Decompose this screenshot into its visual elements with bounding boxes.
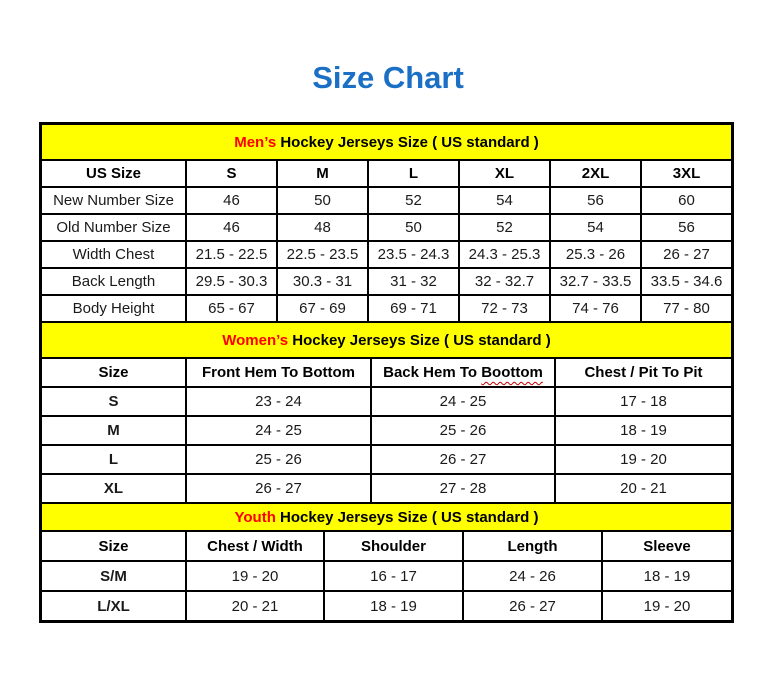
- mens-data-cell: 31 - 32: [368, 268, 459, 295]
- womens-col-header: Front Hem To Bottom: [186, 358, 371, 387]
- womens-section-header-row: [41, 322, 732, 358]
- mens-data-cell: 32 - 32.7: [459, 268, 550, 295]
- mens-col-header: S: [186, 160, 277, 187]
- youth-title-highlight: Youth: [234, 508, 276, 526]
- spellcheck-squiggle-word: Boottom: [481, 364, 543, 381]
- womens-data-cell: 26 - 27: [371, 445, 555, 474]
- womens-data-cell: 26 - 27: [186, 474, 371, 503]
- womens-data-cell: 18 - 19: [555, 416, 732, 445]
- mens-data-cell: 52: [368, 187, 459, 214]
- youth-data-cell: 18 - 19: [324, 591, 463, 621]
- youth-col-header: Chest / Width: [186, 531, 324, 561]
- mens-data-cell: 56: [550, 187, 641, 214]
- mens-data-cell: 24.3 - 25.3: [459, 241, 550, 268]
- mens-data-cell: 69 - 71: [368, 295, 459, 322]
- womens-data-cell: 24 - 25: [371, 387, 555, 416]
- mens-section-header: [41, 124, 732, 160]
- mens-data-cell: 56: [641, 214, 732, 241]
- womens-size-table: [40, 321, 733, 504]
- youth-col-header: Shoulder: [324, 531, 463, 561]
- womens-row-label: S: [41, 387, 186, 416]
- page-title: Size Chart: [312, 60, 464, 95]
- mens-data-cell: 26 - 27: [641, 241, 732, 268]
- mens-data-cell: 52: [459, 214, 550, 241]
- mens-size-table: [40, 123, 733, 323]
- womens-data-cell: 23 - 24: [186, 387, 371, 416]
- mens-data-cell: 77 - 80: [641, 295, 732, 322]
- mens-data-cell: 46: [186, 214, 277, 241]
- womens-col-header: Chest / Pit To Pit: [555, 358, 732, 387]
- misspelled-col-prefix: Back Hem To: [383, 364, 482, 381]
- womens-title-highlight: Women’s: [222, 331, 289, 349]
- mens-col-header: 2XL: [550, 160, 641, 187]
- mens-row-label: Back Length: [41, 268, 186, 295]
- mens-data-cell: 46: [186, 187, 277, 214]
- mens-section-header-row: [41, 124, 732, 160]
- table-row: [41, 214, 732, 241]
- youth-data-cell: 19 - 20: [602, 591, 732, 621]
- mens-row-label: Body Height: [41, 295, 186, 322]
- womens-data-cell: 27 - 28: [371, 474, 555, 503]
- table-row: [41, 295, 732, 322]
- mens-col-header: US Size: [41, 160, 186, 187]
- table-row: [41, 561, 732, 591]
- mens-col-header: 3XL: [641, 160, 732, 187]
- mens-data-cell: 54: [550, 214, 641, 241]
- mens-data-cell: 54: [459, 187, 550, 214]
- mens-data-cell: 23.5 - 24.3: [368, 241, 459, 268]
- youth-data-cell: 26 - 27: [463, 591, 602, 621]
- mens-data-cell: 33.5 - 34.6: [641, 268, 732, 295]
- youth-data-cell: 19 - 20: [186, 561, 324, 591]
- womens-data-cell: 25 - 26: [186, 445, 371, 474]
- mens-row-label: Old Number Size: [41, 214, 186, 241]
- youth-column-header-row: [41, 531, 732, 561]
- size-chart-tables: [39, 122, 734, 623]
- womens-column-header-row: [41, 358, 732, 387]
- youth-section-header: [41, 503, 732, 531]
- mens-data-cell: 32.7 - 33.5: [550, 268, 641, 295]
- mens-column-header-row: [41, 160, 732, 187]
- table-row: [41, 416, 732, 445]
- youth-data-cell: 24 - 26: [463, 561, 602, 591]
- youth-col-header: Size: [41, 531, 186, 561]
- mens-data-cell: 21.5 - 22.5: [186, 241, 277, 268]
- mens-data-cell: 22.5 - 23.5: [277, 241, 368, 268]
- mens-col-header: L: [368, 160, 459, 187]
- womens-col-header-misspelled: [371, 358, 555, 387]
- table-row: [41, 474, 732, 503]
- mens-data-cell: 48: [277, 214, 368, 241]
- mens-title-rest: Hockey Jerseys Size ( US standard ): [276, 133, 539, 151]
- mens-row-label: New Number Size: [41, 187, 186, 214]
- mens-data-cell: 65 - 67: [186, 295, 277, 322]
- mens-data-cell: 25.3 - 26: [550, 241, 641, 268]
- mens-col-header: M: [277, 160, 368, 187]
- table-row: [41, 241, 732, 268]
- mens-data-cell: 74 - 76: [550, 295, 641, 322]
- table-row: [41, 268, 732, 295]
- youth-title-rest: Hockey Jerseys Size ( US standard ): [275, 508, 539, 526]
- mens-data-cell: 50: [277, 187, 368, 214]
- mens-data-cell: 50: [368, 214, 459, 241]
- table-row: [41, 387, 732, 416]
- womens-data-cell: 17 - 18: [555, 387, 732, 416]
- womens-row-label: M: [41, 416, 186, 445]
- youth-row-label: L/XL: [41, 591, 186, 621]
- womens-title-rest: Hockey Jerseys Size ( US standard ): [288, 331, 551, 349]
- womens-row-label: XL: [41, 474, 186, 503]
- womens-row-label: L: [41, 445, 186, 474]
- womens-section-header: [41, 322, 732, 358]
- youth-data-cell: 16 - 17: [324, 561, 463, 591]
- youth-data-cell: 20 - 21: [186, 591, 324, 621]
- youth-row-label: S/M: [41, 561, 186, 591]
- womens-data-cell: 20 - 21: [555, 474, 732, 503]
- mens-data-cell: 29.5 - 30.3: [186, 268, 277, 295]
- youth-col-header: Length: [463, 531, 602, 561]
- mens-col-header: XL: [459, 160, 550, 187]
- mens-data-cell: 60: [641, 187, 732, 214]
- mens-row-label: Width Chest: [41, 241, 186, 268]
- table-row: [41, 445, 732, 474]
- womens-col-header: Size: [41, 358, 186, 387]
- womens-data-cell: 19 - 20: [555, 445, 732, 474]
- youth-size-table: [40, 502, 733, 622]
- youth-data-cell: 18 - 19: [602, 561, 732, 591]
- table-row: [41, 591, 732, 621]
- youth-section-header-row: [41, 503, 732, 531]
- mens-title-highlight: Men’s: [234, 133, 277, 151]
- womens-data-cell: 24 - 25: [186, 416, 371, 445]
- mens-data-cell: 72 - 73: [459, 295, 550, 322]
- mens-data-cell: 30.3 - 31: [277, 268, 368, 295]
- mens-data-cell: 67 - 69: [277, 295, 368, 322]
- youth-col-header: Sleeve: [602, 531, 732, 561]
- table-row: [41, 187, 732, 214]
- womens-data-cell: 25 - 26: [371, 416, 555, 445]
